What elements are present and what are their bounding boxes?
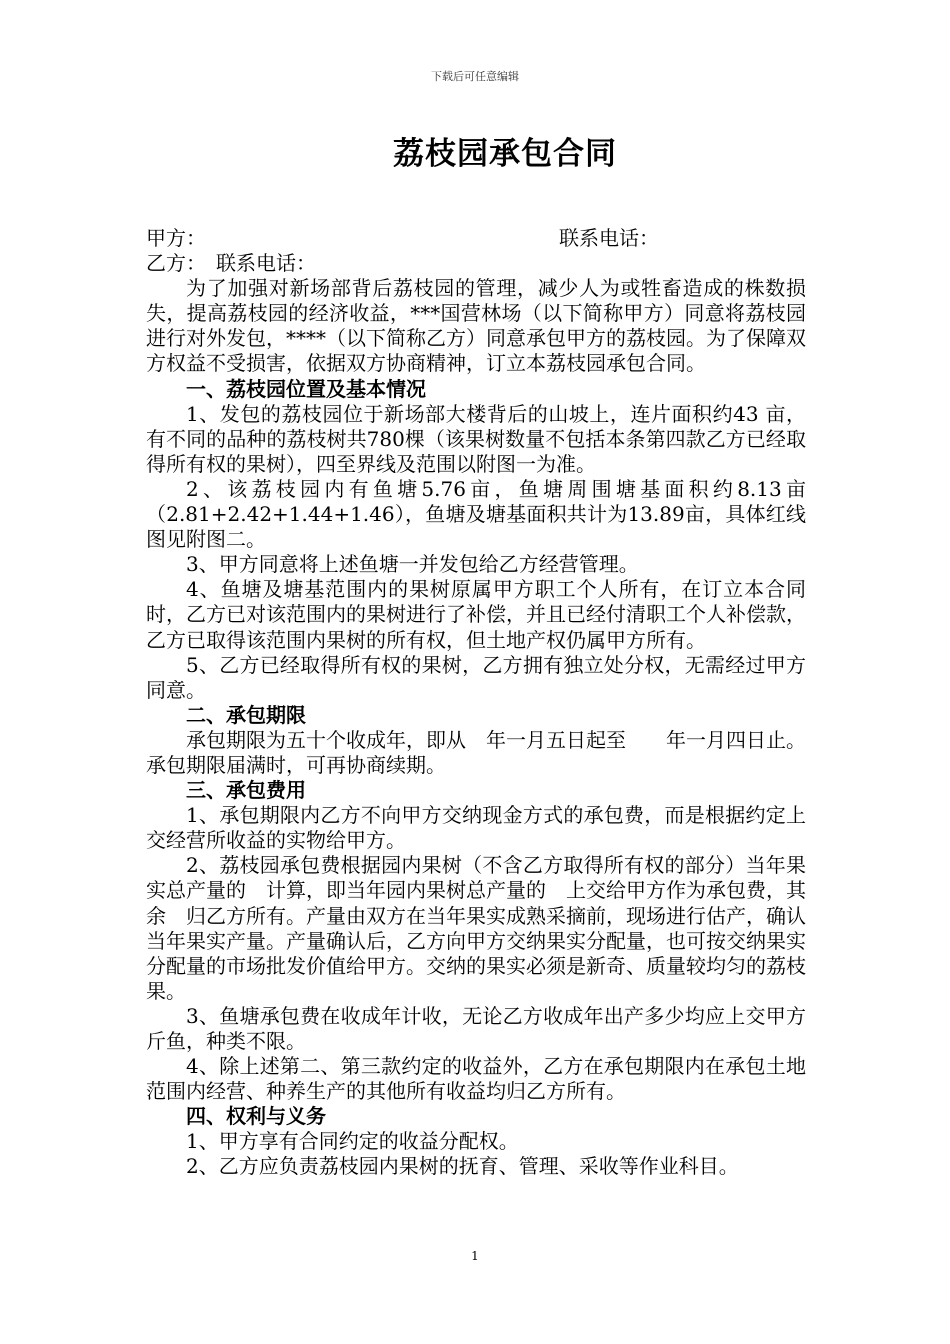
section-4-clause-1: 1、甲方享有合同约定的收益分配权。 bbox=[186, 1129, 519, 1154]
party-b-row: 乙方： 联系电话： bbox=[146, 251, 316, 276]
section-3-clause-1: 1、承包期限内乙方不向甲方交纳现金方式的承包费，而是根据约定上交经营所收益的实物给甲方。 bbox=[146, 803, 806, 853]
section-1-heading: 一、荔枝园位置及基本情况 bbox=[186, 376, 426, 401]
document-body bbox=[146, 226, 826, 1180]
section-3-clause-3: 3、鱼塘承包费在收成年计收，无论乙方收成年出产多少均应上交甲方 斤鱼，种类不限。 bbox=[146, 1003, 826, 1053]
section-2-clause-1: 承包期限为五十个收成年，即从 年一月五日起至 年一月四日止。承包期限届满时，可再协商续期。 bbox=[146, 727, 806, 777]
page-number: 1 bbox=[471, 1249, 479, 1263]
section-4-clause-2: 2、乙方应负责荔枝园内果树的抚育、管理、采收等作业科目。 bbox=[186, 1154, 739, 1179]
section-3-clause-2: 2、荔枝园承包费根据园内果树（不含乙方取得所有权的部分）当年果实总产量的 计算，即当年园内果树总产量的 上交给甲方作为承包费，其余 归乙方所有。产量由双方在当年果实成熟采摘前，现场进行估产，确认当年果实产量。产量确认后，乙方向甲方交纳果实分配量，也可按交纳果实分配量的市场批发价值给甲方。交纳的果实必须是新奇、质量较均匀的荔枝果。 bbox=[146, 853, 806, 1003]
section-2-heading: 二、承包期限 bbox=[186, 702, 306, 727]
party-a-row bbox=[146, 226, 806, 251]
section-1-clause-3: 3、甲方同意将上述鱼塘一并发包给乙方经营管理。 bbox=[186, 552, 639, 577]
section-4-heading: 四、权利与义务 bbox=[186, 1104, 326, 1129]
section-3-heading: 三、承包费用 bbox=[186, 778, 306, 803]
section-1-clause-4: 4、鱼塘及塘基范围内的果树原属甲方职工个人所有，在订立本合同时，乙方已对该范围内的果树进行了补偿，并且已经付清职工个人补偿款，乙方已取得该范围内果树的所有权，但土地产权仍属甲方所有。 bbox=[146, 577, 806, 652]
section-1-clause-5: 5、乙方已经取得所有权的果树，乙方拥有独立处分权，无需经过甲方同意。 bbox=[146, 652, 806, 702]
section-1-clause-2: 2、该荔枝园内有鱼塘5.76亩，鱼塘周围塘基面积约8.13亩（2.81+2.42+1.44+1.46），鱼塘及塘基面积共计为13.89亩，具体红线图见附图二。 bbox=[146, 476, 806, 552]
section-3-clause-4: 4、除上述第二、第三款约定的收益外，乙方在承包期限内在承包土地范围内经营、种养生产的其他所有收益均归乙方所有。 bbox=[146, 1054, 806, 1104]
document-title: 荔枝园承包合同 bbox=[393, 136, 617, 172]
section-1-clause-1: 1、发包的荔枝园位于新场部大楼背后的山坡上，连片面积约43 亩，有不同的品种的荔枝树共780棵（该果树数量不包括本条第四款乙方已经取得所有权的果树），四至界线及范围以附图一为准。 bbox=[146, 401, 806, 476]
party-a-phone-label: 联系电话： bbox=[559, 226, 659, 250]
party-a-label: 甲方： bbox=[146, 226, 206, 250]
page-header-note: 下载后可任意编辑 bbox=[431, 70, 519, 83]
intro-paragraph: 为了加强对新场部背后荔枝园的管理，减少人为或牲畜造成的株数损失，提高荔枝园的经济收益，***国营林场（以下简称甲方）同意将荔枝园进行对外发包，****（以下简称乙方）同意承包甲方的荔枝园。为了保障双方权益不受损害，依据双方协商精神，订立本荔枝园承包合同。 bbox=[146, 276, 806, 376]
